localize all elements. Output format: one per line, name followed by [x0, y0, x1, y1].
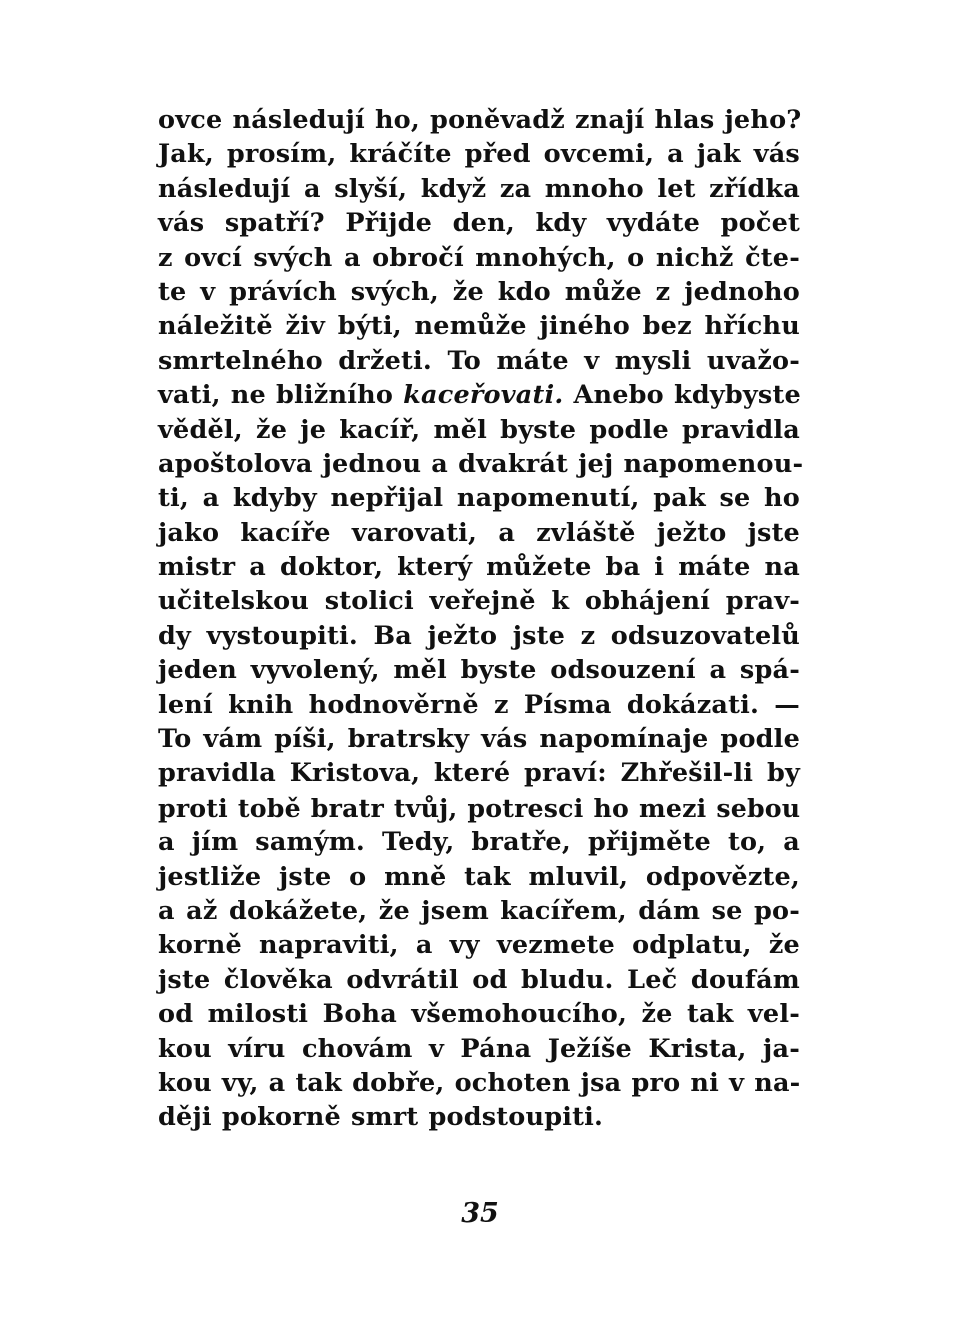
text-line: z ovcí svých a obročí mnohých, o nichž čte- — [158, 242, 800, 273]
text-line: lení knih hodnověrně z Písma dokázati. — — [158, 689, 800, 720]
italic-word: kaceřovati. — [403, 380, 564, 411]
text-line: jako kacíře varovati, a zvláště ježto jste — [158, 517, 800, 548]
text-line-start: vati, ne bližního — [158, 380, 404, 411]
body-text — [158, 103, 804, 1135]
text-line: ovce následují ho, poněvadž znají hlas jeho? — [158, 105, 802, 135]
text-line: pravidla Kristova, které praví: Zhřešil-li by — [158, 758, 800, 789]
text-line: následují a slyší, když za mnoho let zřídka — [158, 173, 800, 204]
text-line: jste člověka odvrátil od bludu. Leč doufám — [158, 964, 800, 995]
text-line: ti, a kdyby nepřijal napomenutí, pak se ho — [158, 483, 800, 514]
text-line: a až dokážete, že jsem kacířem, dám se po- — [158, 895, 800, 926]
text-line: Jak, prosím, kráčíte před ovcemi, a jak vás — [158, 139, 800, 170]
text-line: dy vystoupiti. Ba ježto jste z odsuzovatelů — [158, 620, 800, 651]
text-line: apoštolova jednou a dvakrát jej napomenou- — [158, 448, 804, 479]
text-line: učitelskou stolici veřejně k obhájení prav- — [158, 586, 800, 617]
text-line: kou víru chovám v Pána Ježíše Krista, ja- — [158, 1033, 800, 1064]
text-line: smrtelného držeti. To máte v mysli uvažo- — [158, 345, 800, 376]
text-line: náležitě živ býti, nemůže jiného bez hříchu — [158, 311, 800, 342]
text-line: jestliže jste o mně tak mluvil, odpovězte, — [158, 861, 800, 892]
text-line: To vám píši, bratrsky vás napomínaje podle — [158, 724, 800, 755]
text-line: kou vy, a tak dobře, ochoten jsa pro ni v na- — [158, 1067, 801, 1098]
text-line: te v právích svých, že kdo může z jednoho — [158, 276, 800, 307]
text-line: vás spatří? Přijde den, kdy vydáte počet — [158, 208, 800, 239]
text-line-end: Anebo kdybyste — [563, 380, 801, 411]
text-line: od milosti Boha všemohoucího, že tak vel- — [158, 999, 800, 1030]
text-line: mistr a doktor, který můžete ba i máte na — [158, 552, 800, 583]
text-line-with-emphasis — [158, 378, 800, 412]
text-line: věděl, že je kacíř, měl byste podle pravidla — [158, 414, 800, 445]
text-line-last: ději pokorně smrt podstoupiti. — [158, 1102, 604, 1133]
text-line: jeden vyvolený, měl byste odsouzení a spá- — [158, 655, 800, 686]
text-line: proti tobě bratr tvůj, potresci ho mezi sebou — [158, 792, 801, 823]
text-line: a jím samým. Tedy, bratře, přijměte to, a — [158, 827, 800, 858]
text-line: korně napraviti, a vy vezmete odplatu, že — [158, 930, 800, 961]
page-number: 35 — [461, 1198, 499, 1229]
